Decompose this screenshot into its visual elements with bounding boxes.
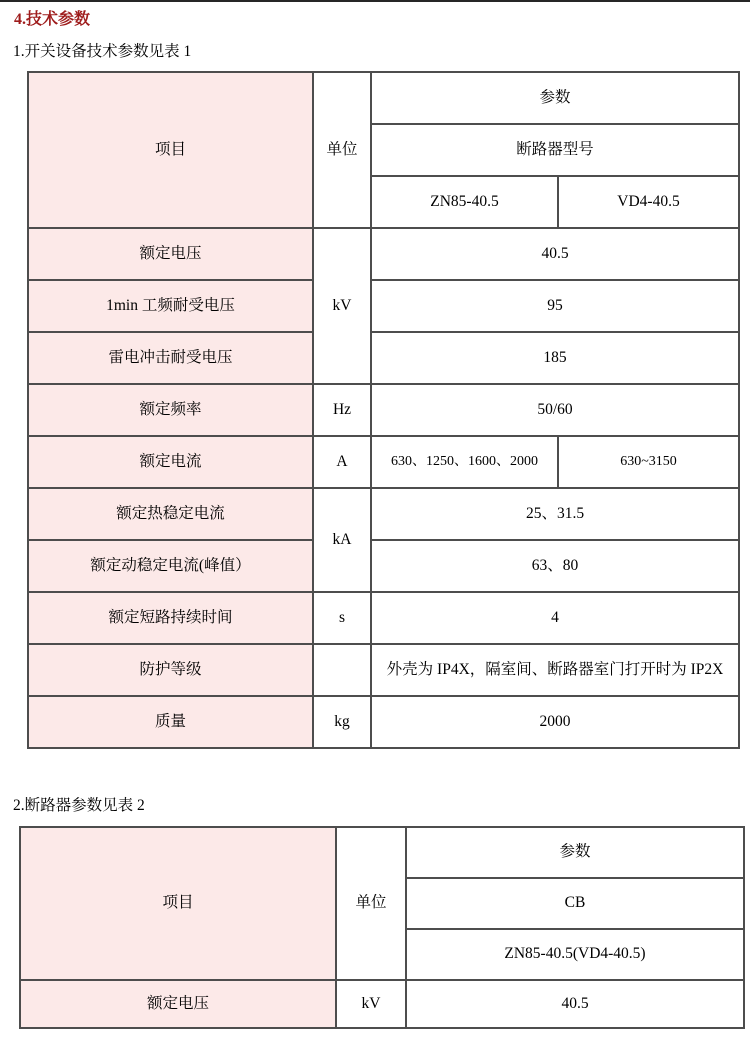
t1-short-time-unit: s: [313, 592, 371, 644]
t1-frequency-label: 额定频率: [28, 384, 313, 436]
t1-row-mass: [28, 696, 739, 748]
t1-current-label: 额定电流: [28, 436, 313, 488]
t1-row-protection: [28, 644, 739, 696]
t2-header-cb-cell: CB: [406, 878, 744, 929]
t2-rated-voltage-value: 40.5: [406, 980, 744, 1028]
t1-short-time-label: 额定短路持续时间: [28, 592, 313, 644]
t2-header-param-cell: 参数: [406, 827, 744, 878]
t1-row-rated-voltage: [28, 228, 739, 280]
t1-header-row-1: [28, 72, 739, 124]
table1-caption: 1.开关设备技术参数见表 1: [13, 43, 192, 60]
t1-dynamic-label: 额定动稳定电流(峰值）: [28, 540, 313, 592]
t1-mass-label: 质量: [28, 696, 313, 748]
t2-header-row-1: [20, 827, 744, 878]
t1-row-frequency: [28, 384, 739, 436]
t1-short-time-value: 4: [371, 592, 739, 644]
t1-lightning-value: 185: [371, 332, 739, 384]
t1-unit-ka-cell: kA: [313, 488, 371, 592]
t2-header-item-cell: 项目: [20, 827, 336, 980]
t1-rated-voltage-label: 额定电压: [28, 228, 313, 280]
t1-mass-value: 2000: [371, 696, 739, 748]
table2-caption: 2.断路器参数见表 2: [13, 797, 145, 814]
t1-unit-kv-cell: kV: [313, 228, 371, 384]
t2-header-model-cell: ZN85-40.5(VD4-40.5): [406, 929, 744, 980]
t1-row-thermal: [28, 488, 739, 540]
t1-current-unit: A: [313, 436, 371, 488]
t1-header-item-cell: 项目: [28, 72, 313, 228]
t1-rated-voltage-value: 40.5: [371, 228, 739, 280]
t1-row-lightning: [28, 332, 739, 384]
t1-current-value-a: 630、1250、1600、2000: [371, 436, 558, 488]
t1-dynamic-value: 63、80: [371, 540, 739, 592]
t1-row-current: [28, 436, 739, 488]
t1-current-value-b: 630~3150: [558, 436, 739, 488]
t1-power-freq-value: 95: [371, 280, 739, 332]
t1-frequency-unit: Hz: [313, 384, 371, 436]
t1-row-power-freq: [28, 280, 739, 332]
t1-header-model-b-cell: VD4-40.5: [558, 176, 739, 228]
t1-protection-label: 防护等级: [28, 644, 313, 696]
t1-frequency-value: 50/60: [371, 384, 739, 436]
t2-rated-voltage-unit: kV: [336, 980, 406, 1028]
breaker-params-table: [19, 826, 745, 1029]
t1-header-model-a-cell: ZN85-40.5: [371, 176, 558, 228]
t2-header-unit-cell: 单位: [336, 827, 406, 980]
t1-thermal-value: 25、31.5: [371, 488, 739, 540]
t1-row-short-time: [28, 592, 739, 644]
t1-header-breaker-model-cell: 断路器型号: [371, 124, 739, 176]
t1-header-unit-cell: 单位: [313, 72, 371, 228]
t1-thermal-label: 额定热稳定电流: [28, 488, 313, 540]
t2-row-rated-voltage: [20, 980, 744, 1028]
t1-row-dynamic: [28, 540, 739, 592]
page-top-rule: [0, 0, 750, 2]
section-heading: 4.技术参数: [14, 11, 91, 28]
switchgear-params-table: [27, 71, 740, 749]
t1-protection-unit: [313, 644, 371, 696]
t2-rated-voltage-label: 额定电压: [20, 980, 336, 1028]
t1-mass-unit: kg: [313, 696, 371, 748]
t1-protection-value: 外壳为 IP4X，隔室间、断路器室门打开时为 IP2X: [371, 644, 739, 696]
t1-lightning-label: 雷电冲击耐受电压: [28, 332, 313, 384]
t1-header-param-cell: 参数: [371, 72, 739, 124]
t1-power-freq-label: 1min 工频耐受电压: [28, 280, 313, 332]
